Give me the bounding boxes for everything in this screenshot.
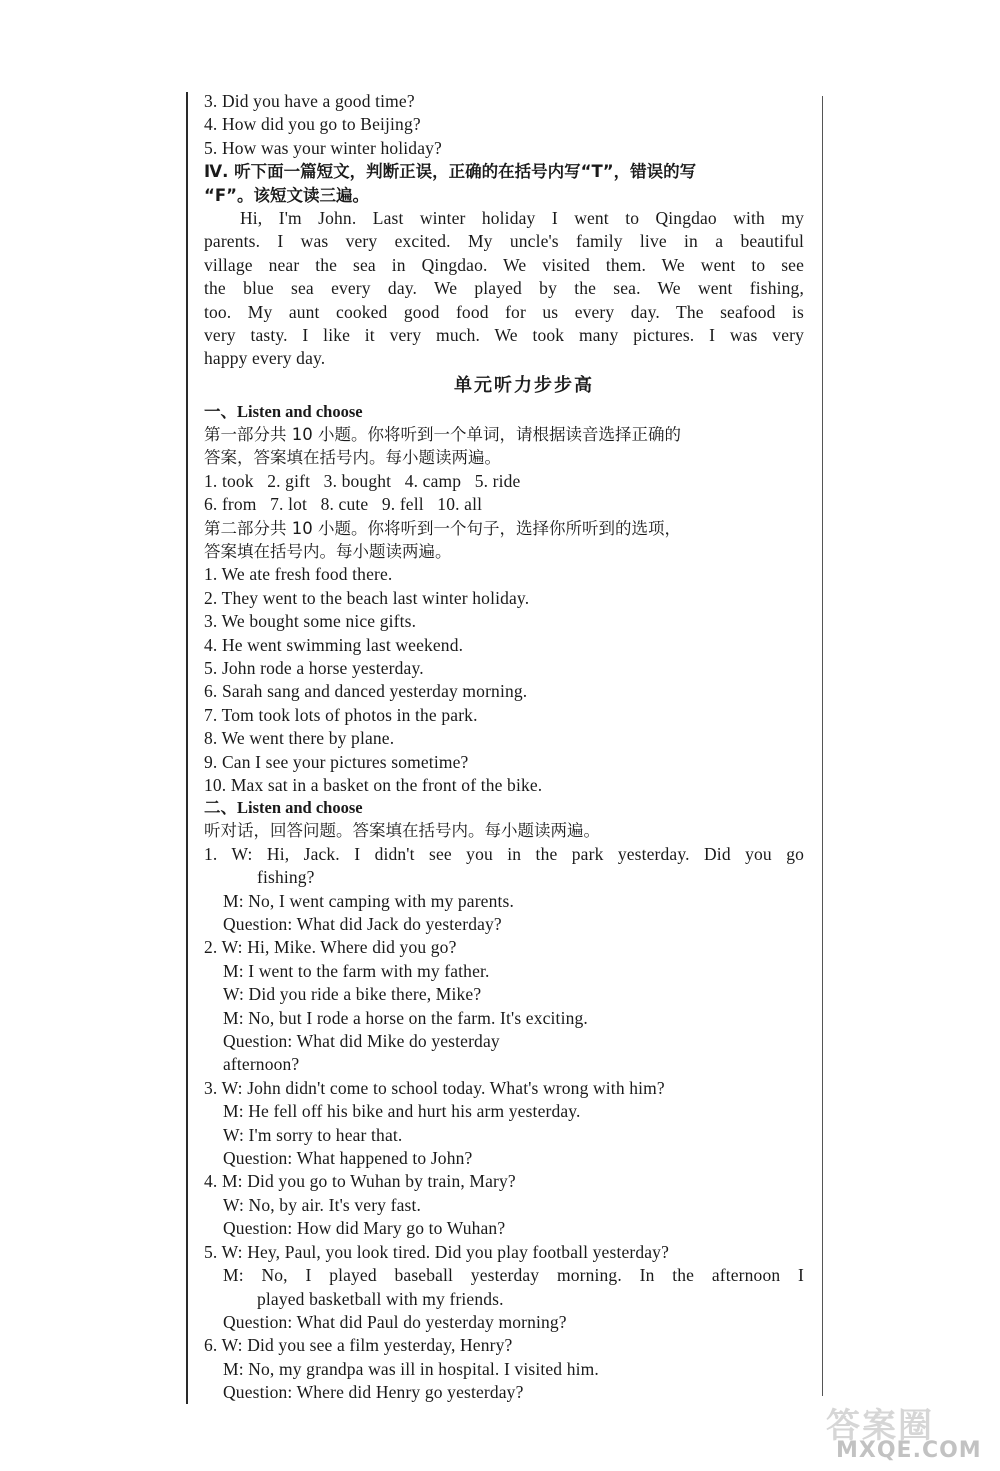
dialogue-line: Question: What did Mike do yesterday <box>223 1031 500 1052</box>
sentence-item: 8. We went there by plane. <box>204 728 395 749</box>
dialogue-line: Question: What happened to John? <box>223 1148 473 1169</box>
dialogue-line: W: I'm sorry to hear that. <box>223 1124 403 1145</box>
dialogue-line: Question: How did Mary go to Wuhan? <box>223 1218 506 1239</box>
sentence-item: 2. They went to the beach last winter holiday. <box>204 587 530 608</box>
dialogue-line: fishing? <box>257 867 315 888</box>
dialogue-line: M: No, but I rode a horse on the farm. It's exciting. <box>223 1007 588 1028</box>
page-column <box>204 90 804 1405</box>
dialogue-item: 1. W: Hi, Jack. I didn't see you in the park yesterday. Did you go <box>204 843 804 864</box>
part-1-instruction: 第一部分共 10 小题。你将听到一个单词，请根据读音选择正确的 <box>204 424 681 444</box>
dialogue-line: played basketball with my friends. <box>257 1288 504 1309</box>
question-line: 5. How was your winter holiday? <box>204 137 442 158</box>
dialogue-line: M: I went to the farm with my father. <box>223 960 490 981</box>
sentence-item: 9. Can I see your pictures sometime? <box>204 751 469 772</box>
margin-rule-right <box>822 96 823 1396</box>
word-list: 6. from 7. lot 8. cute 9. fell 10. all <box>204 494 483 515</box>
sentence-list <box>204 563 804 797</box>
dialogue-item: 6. W: Did you see a film yesterday, Henry? <box>204 1335 513 1356</box>
part-1-instruction-2: 第二部分共 10 小题。你将听到一个句子，选择你所听到的选项， <box>204 518 681 538</box>
sentence-item: 6. Sarah sang and danced yesterday morning. <box>204 681 528 702</box>
passage-line: too. My aunt cooked good food for us every day. The seafood is <box>204 301 804 322</box>
part-1-number: 一、 <box>204 401 237 421</box>
part-1-instruction-cont: 答案，答案填在括号内。每小题读两遍。 <box>204 448 501 468</box>
passage-line: village near the sea in Qingdao. We visited them. We went to see <box>204 254 804 275</box>
passage-line: Hi, I'm John. Last winter holiday I went to Qingdao with my <box>240 208 804 229</box>
margin-rule-left <box>186 92 188 1404</box>
dialogue-line: W: No, by air. It's very fast. <box>223 1194 421 1215</box>
dialogue-line: afternoon? <box>223 1054 300 1075</box>
part-1-title: Listen and choose <box>237 401 363 421</box>
sentence-item: 7. Tom took lots of photos in the park. <box>204 704 478 725</box>
part-2-instruction: 听对话，回答问题。答案填在括号内。每小题读两遍。 <box>204 821 600 841</box>
dialogue-line: M: No, I played baseball yesterday morning. In the afternoon I <box>223 1265 804 1286</box>
section-4-heading-cont: “F”。该短文读三遍。 <box>204 185 369 205</box>
dialogue-line: M: No, my grandpa was ill in hospital. I visited him. <box>223 1358 599 1379</box>
dialogue-line: Question: What did Jack do yesterday? <box>223 914 502 934</box>
passage <box>204 207 804 371</box>
part-2-number: 二、 <box>204 798 237 818</box>
dialogue-line: Question: Where did Henry go yesterday? <box>223 1382 524 1403</box>
sentence-item: 4. He went swimming last weekend. <box>204 634 464 655</box>
sentence-item: 5. John rode a horse yesterday. <box>204 657 424 678</box>
dialogue-item: 3. W: John didn't come to school today. What's wrong with him? <box>204 1077 665 1098</box>
passage-line: happy every day. <box>204 348 326 369</box>
part-1-instruction-2-cont: 答案填在括号内。每小题读两遍。 <box>204 541 452 561</box>
part-1-heading <box>204 401 804 423</box>
dialogue-item: 5. W: Hey, Paul, you look tired. Did you play football yesterday? <box>204 1241 669 1262</box>
passage-line: parents. I was very excited. My uncle's family live in a beautiful <box>204 231 804 252</box>
question-line: 4. How did you go to Beijing? <box>204 114 421 135</box>
sentence-item: 1. We ate fresh food there. <box>204 564 393 585</box>
watermark-site: MXQE.COM <box>836 1438 982 1463</box>
word-list: 1. took 2. gift 3. bought 4. camp 5. ride <box>204 470 521 491</box>
part-2-heading <box>204 797 804 819</box>
passage-line: very tasty. I like it very much. We took many pictures. I was very <box>204 325 804 346</box>
dialogue-item: 4. M: Did you go to Wuhan by train, Mary? <box>204 1171 516 1192</box>
dialogue-line: M: He fell off his bike and hurt his arm yesterday. <box>223 1101 581 1122</box>
dialogue-line: Question: What did Paul do yesterday morning? <box>223 1311 567 1332</box>
question-line: 3. Did you have a good time? <box>204 91 415 111</box>
dialogue-list <box>204 843 804 1405</box>
watermark-logo: 答案圈 <box>826 1406 934 1446</box>
passage-line: the blue sea every day. We played by the sea. We went fishing, <box>204 278 804 299</box>
section-4-heading: Ⅳ. 听下面一篇短文，判断正误，正确的在括号内写“T”，错误的写 <box>204 162 697 182</box>
unit-title: 单元听力步步高 <box>454 374 594 396</box>
sentence-item: 10. Max sat in a basket on the front of the bike. <box>204 774 543 795</box>
part-2-title: Listen and choose <box>237 798 363 818</box>
sentence-item: 3. We bought some nice gifts. <box>204 611 417 632</box>
dialogue-line: M: No, I went camping with my parents. <box>223 890 514 911</box>
dialogue-item: 2. W: Hi, Mike. Where did you go? <box>204 937 457 958</box>
dialogue-line: W: Did you ride a bike there, Mike? <box>223 984 482 1005</box>
